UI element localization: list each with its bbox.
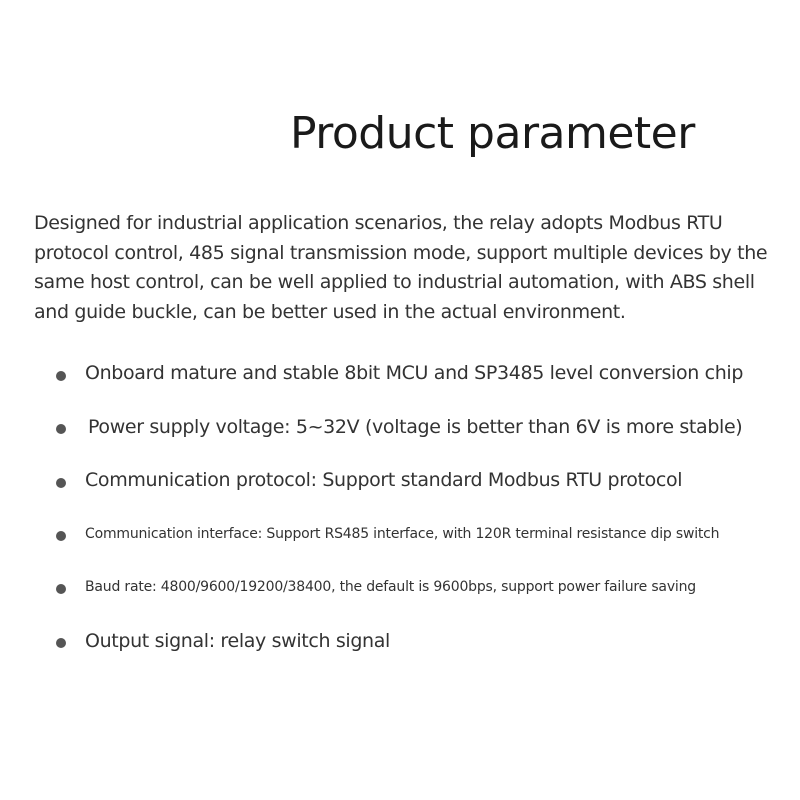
bullet-text: Onboard mature and stable 8bit MCU and SP3485 level conversion chip: [85, 362, 744, 384]
bullet-dot-icon: [56, 531, 66, 541]
bullet-text: Communication protocol: Support standard Modbus RTU protocol: [85, 469, 683, 491]
bullet-dot-icon: [56, 371, 66, 381]
bullet-text: Power supply voltage: 5~32V (voltage is better than 6V is more stable): [88, 416, 743, 438]
bullet-dot-icon: [56, 638, 66, 648]
intro-paragraph: Designed for industrial application scenarios, the relay adopts Modbus RTU protocol control, 485 signal transmission mode, support multiple devices by the same host control, can be well applied to industrial automation, with ABS shell and guide buckle, can be better used in the actual environment.: [34, 212, 768, 323]
bullet-dot-icon: [56, 424, 66, 434]
bullet-dot-icon: [56, 584, 66, 594]
bullet-text: Baud rate: 4800/9600/19200/38400, the default is 9600bps, support power failure saving: [85, 579, 696, 595]
bullet-dot-icon: [56, 478, 66, 488]
page-title: Product parameter: [290, 108, 695, 159]
bullet-text: Output signal: relay switch signal: [85, 630, 390, 652]
bullet-text: Communication interface: Support RS485 interface, with 120R terminal resistance dip switch: [85, 526, 720, 542]
